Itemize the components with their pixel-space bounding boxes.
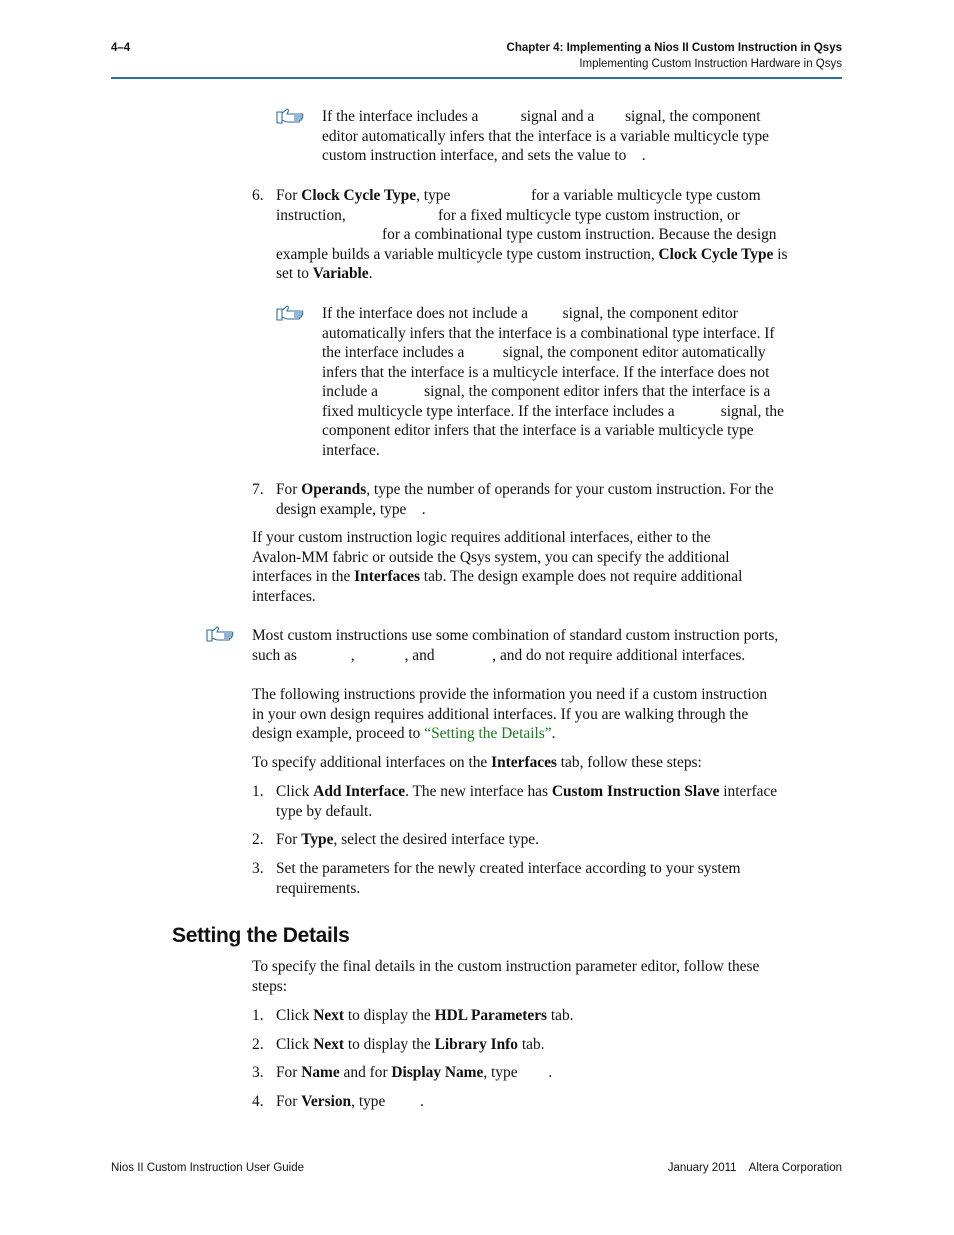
list2-item-4: For Version, type . [276, 1093, 424, 1110]
footer-date-company: January 2011 Altera Corporation [667, 1162, 842, 1174]
paragraph-specify-interfaces: To specify additional interfaces on the Interfaces tab, follow these steps: [252, 754, 702, 771]
list1-item-1: Click Add Interface. The new interface has Custom Instruction Slave interface type by default. [276, 783, 778, 820]
note-3: Most custom instructions use some combination of standard custom instruction ports, such as , , and , and do not require additional interfaces. [252, 627, 779, 664]
setting-details-link[interactable]: “Setting the Details” [424, 725, 552, 742]
list2-number-1: 1. [252, 1007, 264, 1024]
list1-number-1: 1. [252, 783, 264, 800]
note-hand-icon [206, 626, 236, 644]
page-number: 4–4 [111, 42, 131, 54]
list2-number-4: 4. [252, 1093, 264, 1110]
list2-item-3: For Name and for Display Name, type . [276, 1064, 553, 1081]
step-7-number: 7. [252, 481, 264, 498]
paragraph-following-instructions: The following instructions provide the information you need if a custom instruction in your own design requires additional interfaces. If you are walking through the design example, proceed to “Setting the Details”. [252, 686, 768, 742]
section-title: Implementing Custom Instruction Hardware in Qsys [579, 58, 842, 70]
note-1: If the interface includes a signal and a signal, the component editor automatically infers that the interface is a variable multicycle type custom instruction interface, and sets the value to . [322, 108, 769, 164]
list2-item-1: Click Next to display the HDL Parameters tab. [276, 1007, 574, 1024]
list2-number-3: 3. [252, 1064, 264, 1081]
section-heading: Setting the Details [172, 924, 350, 947]
list2-item-2: Click Next to display the Library Info tab. [276, 1036, 545, 1053]
note-hand-icon [276, 108, 306, 126]
list1-item-3: Set the parameters for the newly created interface according to your system requirements. [276, 860, 741, 897]
header-rule [111, 77, 842, 79]
list1-number-2: 2. [252, 831, 264, 848]
paragraph-additional-interfaces: If your custom instruction logic requires additional interfaces, either to the Avalon-MM fabric or outside the Qsys system, you can specify the additional interfaces in the Interfaces tab. The design example does not require additional interfaces. [252, 529, 743, 605]
note-2: If the interface does not include a signal, the component editor automatically infers that the interface is a combinational type interface. If the interface includes a signal, the component editor automatically infers that the interface is a multicycle interface. If the interface does not include a signal, the component editor infers that the interface is a fixed multicycle type interface. If the interface includes a signal, the component editor infers that the interface is a variable multicycle type interface. [322, 305, 784, 459]
list1-item-2: For Type, select the desired interface type. [276, 831, 539, 848]
note-hand-icon [276, 305, 306, 323]
list1-number-3: 3. [252, 860, 264, 877]
step-6-number: 6. [252, 187, 264, 204]
paragraph-final-details: To specify the final details in the custom instruction parameter editor, follow these steps: [252, 958, 760, 995]
step-6: For Clock Cycle Type, type for a variable multicycle type custom instruction, for a fixed multicycle type custom instruction, or for a combinational type custom instruction. Because the design example builds a variable multicycle type custom instruction, Clock Cycle Type is set to Variable. [276, 187, 788, 282]
chapter-title: Chapter 4: Implementing a Nios II Custom Instruction in Qsys [506, 42, 842, 54]
footer-guide-title: Nios II Custom Instruction User Guide [111, 1162, 305, 1174]
step-7: For Operands, type the number of operands for your custom instruction. For the design example, type . [276, 481, 774, 518]
list2-number-2: 2. [252, 1036, 264, 1053]
